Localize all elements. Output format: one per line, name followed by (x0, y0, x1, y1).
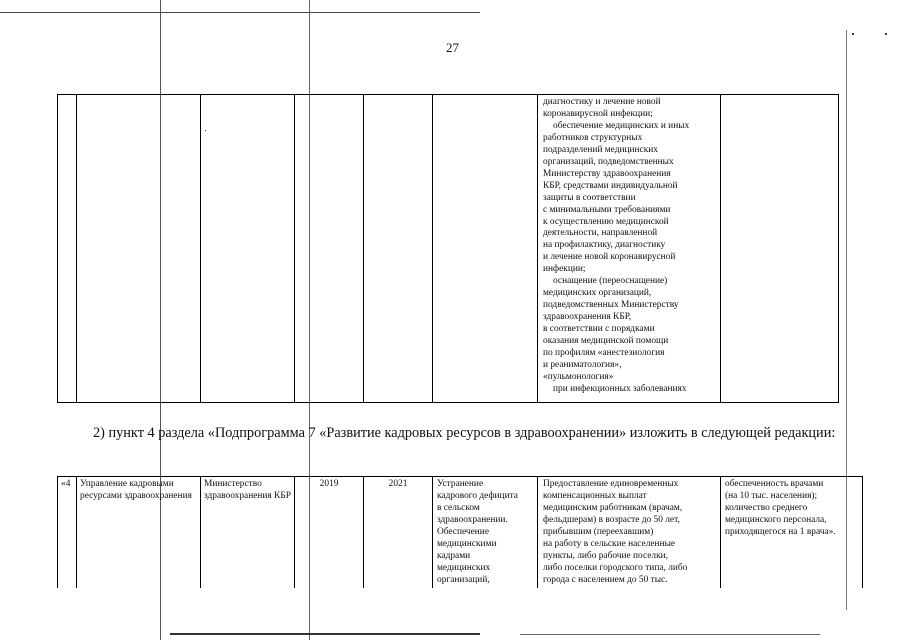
text-line: в сельском (437, 502, 480, 513)
text-line: КБР, средствами индивидуальной (543, 180, 678, 191)
text-line: оснащение (переоснащение) (553, 276, 668, 287)
table-column-divider (200, 477, 201, 588)
text-line: кадрами (437, 550, 471, 561)
text-line: организаций, (437, 574, 490, 585)
text-line: здравоохранении. (437, 514, 508, 525)
table-column-divider (76, 477, 77, 588)
indicators-text (725, 479, 861, 539)
table-column-divider (200, 95, 201, 402)
text-line: здравоохранения КБР, (543, 312, 632, 323)
text-line: к осуществлению медицинской (543, 216, 669, 227)
start-year: 2019 (319, 479, 339, 489)
text-line: при инфекционных заболеваниях (553, 383, 687, 394)
amendment-paragraph: 2) пункт 4 раздела «Подпрограмма 7 «Развитие кадровых ресурсов в здравоохранении» изложить в следующей редакции: (93, 425, 836, 441)
text-line: медицинских (437, 562, 491, 573)
text-line: фельдшерам) в возрасте до 50 лет, (543, 514, 680, 525)
text-line: обеспечение медицинских и иных (553, 120, 690, 131)
text-line: на работу в сельские населенные (543, 538, 676, 549)
text-line: обеспеченность врачами (725, 479, 824, 489)
text-line: Министерству здравоохранения (543, 168, 671, 179)
text-line: диагностику и лечение новой (543, 97, 661, 107)
text-line: работников структурных (543, 132, 643, 143)
table-column-divider (76, 95, 77, 402)
text-line: и реаниматология», (543, 359, 622, 370)
text-line: медицинскими (437, 538, 497, 549)
scan-line (520, 634, 820, 635)
text-line: подведомственных Министерству (543, 300, 679, 311)
table-column-divider (363, 477, 364, 588)
text-line: Обеспечение (437, 526, 489, 537)
text-line: медицинским работникам (врачам, (543, 502, 683, 513)
subprogram-table (57, 476, 863, 588)
text-line: «пульмонология» (543, 371, 614, 382)
text-line: города с населением до 50 тыс. (543, 574, 668, 585)
text-line: прибывшим (переехавшим) (543, 526, 654, 537)
table-column-divider (294, 95, 295, 402)
executor: Министерство здравоохранения КБР (204, 479, 291, 501)
end-year: 2021 (388, 479, 408, 489)
event-name: Управление кадровыми ресурсами здравоохранения (80, 479, 192, 501)
text-line: подразделений медицинских (543, 144, 658, 155)
text-line: компенсационных выплат (543, 490, 647, 501)
row-number: «4 (61, 479, 71, 489)
text-line: медицинских организаций, (543, 288, 652, 299)
measures-text (543, 479, 719, 587)
text-line: по профилям «анестезиология (543, 348, 665, 359)
text-line: оказания медицинской помощи (543, 336, 669, 347)
table-column-divider (537, 477, 538, 588)
text-line: в соответствии с порядками (543, 324, 655, 335)
scan-speck (852, 33, 854, 35)
text-line: либо поселки городского типа, либо (543, 562, 688, 573)
text-line: Устранение (437, 479, 484, 489)
text-line: инфекции; (543, 264, 586, 275)
table-column-divider (720, 477, 721, 588)
text-line: коронавирусной инфекции; (543, 108, 653, 119)
text-line: медицинского персонала, (725, 514, 827, 525)
scan-line (170, 633, 480, 635)
text-line: на профилактику, диагностику (543, 240, 666, 251)
text-line: Предоставление единовременных (543, 479, 679, 489)
text-line: и лечение новой коронавирусной (543, 252, 676, 263)
scan-line (0, 12, 480, 13)
text-line: организаций, подведомственных (543, 156, 674, 167)
table-column-divider (294, 477, 295, 588)
text-line: защиты в соответствии (543, 192, 636, 203)
table-column-divider (537, 95, 538, 402)
text-line: деятельности, направленной (543, 228, 658, 239)
goal-text (437, 479, 535, 587)
text-line: кадрового дефицита (437, 490, 518, 501)
text-line: количество среднего (725, 502, 808, 513)
text-line: приходящегося на 1 врача». (725, 526, 836, 537)
table-column-divider (363, 95, 364, 402)
text-line: (на 10 тыс. населения); (725, 490, 818, 501)
table-column-divider (432, 95, 433, 402)
continued-table (57, 94, 839, 403)
text-line: с минимальными требованиями (543, 204, 671, 215)
measures-cell-text (543, 97, 721, 396)
text-line: пункты, либо рабочие поселки, (543, 550, 669, 561)
scan-speck (885, 33, 887, 35)
table-column-divider (432, 477, 433, 588)
page-number: 27 (446, 40, 459, 55)
